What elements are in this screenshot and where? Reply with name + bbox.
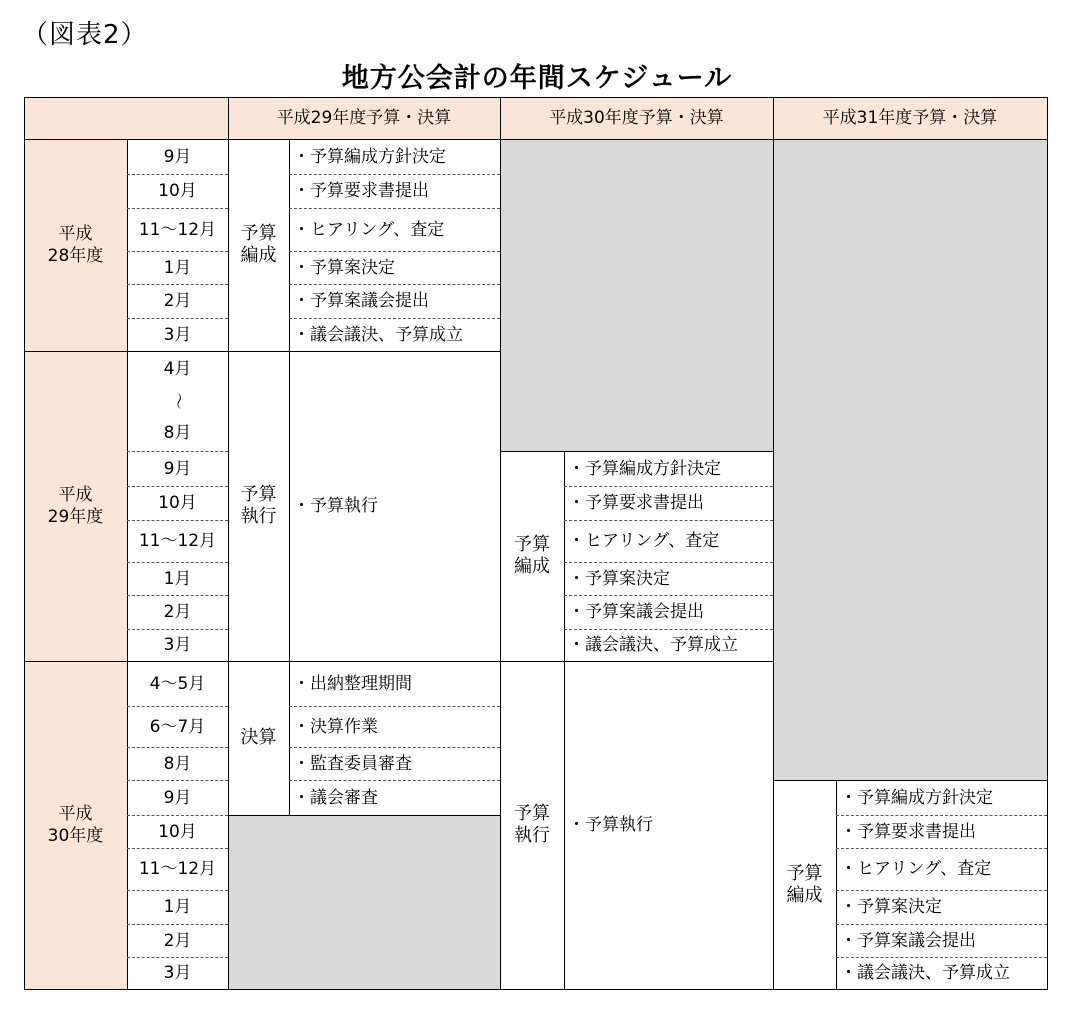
month-cell: 10月 (158, 181, 197, 201)
activity-fy29-hensei: ・予算案議会提出 (293, 291, 429, 311)
phase-line: 予算 (514, 803, 550, 824)
row-separator (127, 451, 228, 452)
row-separator (127, 208, 228, 209)
activity-fy31-hensei: ・予算編成方針決定 (840, 787, 993, 808)
month-cell: 4～5月 (149, 673, 206, 694)
activity-fy29-hensei: ・予算要求書提出 (293, 181, 429, 201)
header-fy31: 平成31年度予算・決算 (773, 97, 1047, 139)
year-h30-line2: 30年度 (47, 826, 104, 846)
month-range-apr-aug (127, 351, 228, 451)
month-cell: 2月 (163, 930, 192, 951)
month-cell: 9月 (163, 146, 192, 167)
row-separator (564, 486, 773, 487)
row-separator (127, 284, 228, 285)
phase-fy29-kessan: 決算 (240, 727, 277, 748)
activity-fy31-hensei: ・議会議決、予算成立 (840, 963, 1010, 983)
empty-block-fy30 (500, 139, 773, 451)
month-cell: 3月 (163, 324, 192, 345)
row-separator (127, 251, 228, 252)
phase-line: 予算 (514, 534, 550, 555)
activity-fy31-hensei: ・予算案決定 (840, 897, 942, 917)
header-corner (24, 97, 228, 139)
year-divider (24, 661, 773, 662)
activity-fy29-shikko: ・予算執行 (293, 496, 378, 516)
activity-fy31-hensei: ・予算要求書提出 (840, 821, 976, 842)
month-cell: 11～12月 (138, 219, 217, 240)
month-cell: 1月 (163, 257, 192, 278)
phase-line: 予算 (786, 862, 823, 884)
row-separator (127, 848, 228, 849)
month-cell: 10月 (158, 821, 197, 842)
month-cell: 1月 (163, 568, 192, 589)
row-separator (564, 595, 773, 596)
row-separator (127, 780, 228, 781)
phase-fy29-hensei (228, 139, 289, 351)
row-separator (836, 924, 1047, 925)
activity-fy29-kessan: ・監査委員審査 (293, 753, 412, 774)
month-cell: 2月 (163, 602, 192, 622)
activity-fy30-shikko: ・予算執行 (568, 815, 653, 835)
phase-line: 予算 (240, 223, 277, 244)
figure-label: （図表2） (22, 20, 148, 50)
year-h29-line1: 平成 (58, 485, 93, 505)
activity-fy29-hensei: ・ヒアリング、査定 (293, 219, 445, 240)
row-separator (289, 780, 500, 781)
page-title: 地方公会計の年間スケジュール (341, 63, 733, 94)
phase-fy29-shikko (228, 351, 289, 661)
row-separator (127, 815, 228, 816)
row-separator (127, 174, 228, 175)
month-cell: 11～12月 (138, 531, 217, 551)
year-h29 (24, 351, 127, 661)
activity-fy30-hensei: ・予算編成方針決定 (568, 458, 721, 479)
row-separator (127, 520, 228, 521)
year-h30-line1: 平成 (58, 804, 93, 824)
fy29-phase-divider (289, 139, 290, 815)
row-separator (127, 629, 228, 630)
phase-line: 編成 (240, 245, 277, 266)
fy30-start-line (500, 451, 773, 452)
row-separator (127, 595, 228, 596)
month-range-end: 8月 (163, 423, 192, 443)
activity-fy30-hensei: ・ヒアリング、査定 (568, 531, 720, 551)
phase-line: 執行 (514, 825, 550, 846)
table-border-left (24, 97, 25, 990)
activity-fy29-kessan: ・出納整理期間 (293, 673, 412, 694)
activity-fy30-hensei: ・予算案決定 (568, 568, 670, 589)
month-fy29-divider (228, 97, 229, 990)
fy30-phase-divider (564, 451, 565, 990)
year-month-divider (127, 139, 128, 990)
year-h28-line2: 28年度 (47, 246, 104, 266)
row-separator (127, 706, 228, 707)
row-separator (836, 848, 1047, 849)
fy30-fy31-divider (773, 97, 774, 990)
row-separator (564, 520, 773, 521)
row-separator (127, 957, 228, 958)
activity-fy29-hensei: ・予算案決定 (293, 257, 395, 278)
row-separator (836, 957, 1047, 958)
year-h29-line2: 29年度 (47, 507, 104, 527)
month-range-start: 4月 (163, 359, 192, 379)
row-separator (127, 318, 228, 319)
month-cell: 1月 (163, 897, 192, 917)
activity-fy31-hensei: ・予算案議会提出 (840, 930, 976, 951)
table-border-top (24, 97, 1048, 98)
month-cell: 3月 (163, 963, 192, 983)
month-cell: 3月 (163, 635, 192, 655)
month-cell: 10月 (158, 493, 197, 513)
row-separator (836, 815, 1047, 816)
fy31-start-line (773, 780, 1047, 781)
month-range-tilde: ～ (167, 392, 188, 410)
activity-fy29-kessan: ・議会審査 (293, 787, 378, 808)
year-h28 (24, 139, 127, 351)
row-separator (836, 890, 1047, 891)
row-separator (289, 174, 500, 175)
activity-fy29-kessan: ・決算作業 (293, 716, 378, 737)
row-separator (127, 562, 228, 563)
month-cell: 9月 (163, 458, 192, 479)
phase-line: 編成 (514, 556, 550, 577)
phase-line: 編成 (786, 884, 823, 906)
phase-fy31-hensei (773, 780, 836, 989)
table-border-bottom (24, 989, 1048, 990)
fy31-phase-divider (836, 780, 837, 990)
row-separator (127, 486, 228, 487)
row-separator (289, 284, 500, 285)
fy29-fy30-divider (500, 97, 501, 990)
row-separator (127, 924, 228, 925)
year-h30 (24, 661, 127, 989)
month-cell: 9月 (163, 787, 192, 808)
header-fy30: 平成30年度予算・決算 (500, 97, 773, 139)
row-separator (289, 208, 500, 209)
year-h28-line1: 平成 (58, 224, 93, 244)
month-cell: 2月 (163, 291, 192, 311)
empty-block-fy31 (773, 139, 1047, 780)
activity-fy29-hensei: ・議会議決、予算成立 (293, 324, 463, 345)
month-cell: 8月 (163, 753, 192, 774)
row-separator (564, 562, 773, 563)
activity-fy30-hensei: ・予算要求書提出 (568, 493, 704, 513)
month-cell: 6～7月 (149, 716, 206, 737)
header-fy29: 平成29年度予算・決算 (228, 97, 500, 139)
row-separator (127, 747, 228, 748)
row-separator (564, 629, 773, 630)
year-divider (24, 351, 500, 352)
header-bottom-line (24, 139, 1048, 140)
phase-line: 執行 (240, 506, 277, 527)
month-cell: 11～12月 (138, 859, 217, 879)
activity-fy30-hensei: ・議会議決、予算成立 (568, 635, 738, 655)
activity-fy31-hensei: ・ヒアリング、査定 (840, 859, 992, 879)
phase-fy30-shikko (500, 661, 564, 989)
row-separator (289, 706, 500, 707)
table-border-right (1047, 97, 1048, 990)
empty-block-fy29 (228, 815, 500, 989)
row-separator (127, 890, 228, 891)
phase-fy30-hensei (500, 451, 564, 661)
row-separator (289, 318, 500, 319)
row-separator (289, 251, 500, 252)
phase-line: 予算 (240, 484, 277, 505)
fy29-kessan-end-line (228, 815, 500, 816)
row-separator (289, 747, 500, 748)
activity-fy30-hensei: ・予算案議会提出 (568, 602, 704, 622)
activity-fy29-hensei: ・予算編成方針決定 (293, 146, 446, 167)
